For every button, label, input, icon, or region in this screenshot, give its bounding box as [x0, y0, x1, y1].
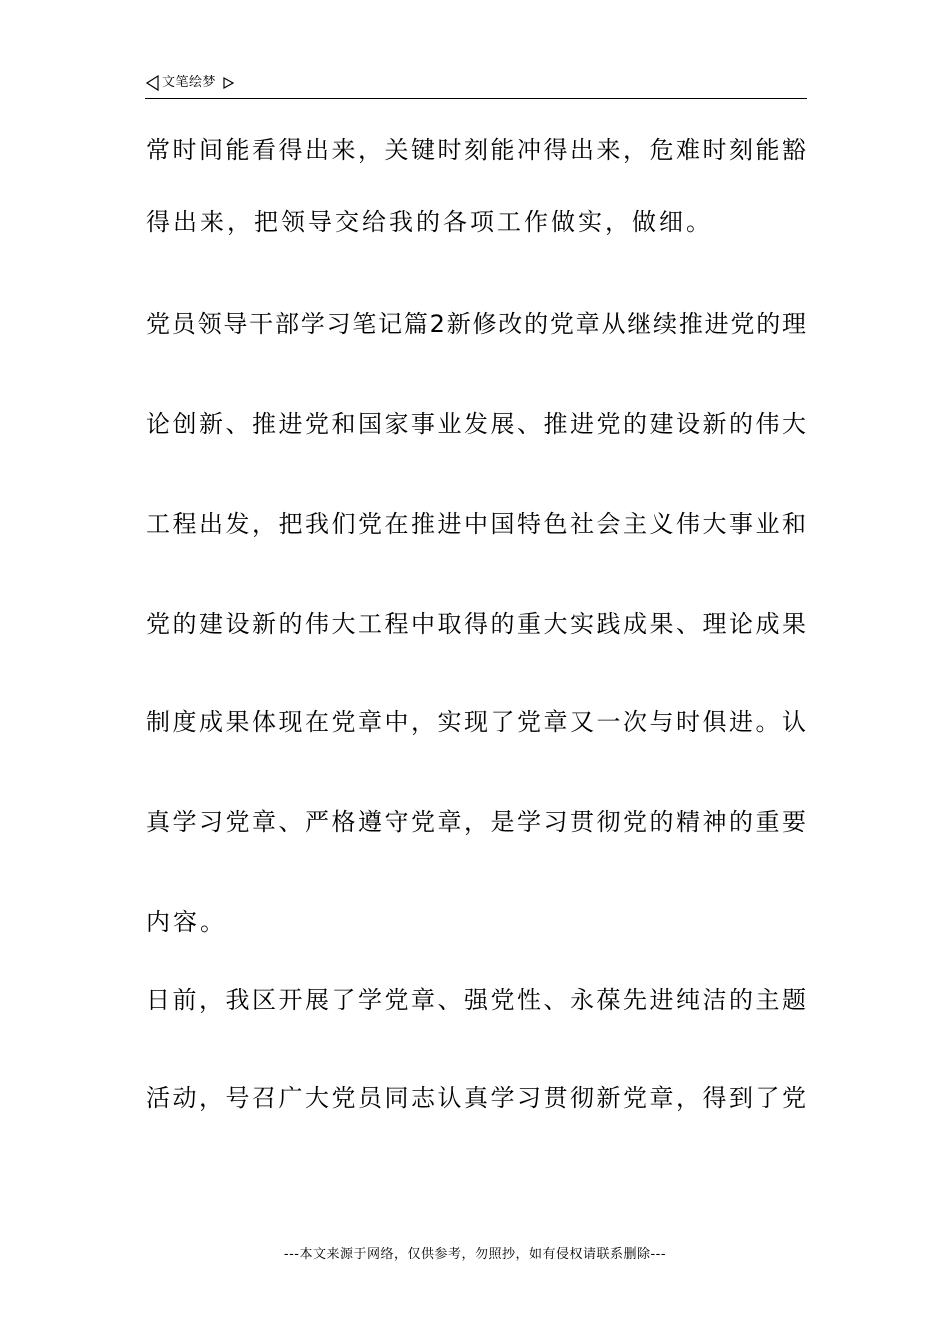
header-title: 文笔绘梦	[162, 75, 217, 90]
text-line-2: 得出来，把领导交给我的各项工作做实，做细。	[146, 208, 713, 236]
text-line-9: 内容。	[146, 908, 227, 936]
triangle-right-icon	[222, 74, 236, 92]
text-line-1: 常时间能看得出来，关键时刻能冲得出来，危难时刻能豁	[146, 136, 806, 164]
footer-notice: ---本文来源于网络，仅供参考，勿照抄，如有侵权请联系删除---	[283, 1247, 667, 1262]
text-line-7: 制度成果体现在党章中，实现了党章又一次与时俱进。认	[146, 708, 806, 736]
triangle-left-icon	[145, 74, 159, 92]
text-line-11: 活动，号召广大党员同志认真学习贯彻新党章，得到了党	[146, 1084, 806, 1112]
text-line-6: 党的建设新的伟大工程中取得的重大实践成果、理论成果	[146, 610, 806, 638]
page-header	[145, 74, 807, 99]
text-line-5: 工程出发，把我们党在推进中国特色社会主义伟大事业和	[146, 510, 806, 538]
header-title-group	[145, 74, 236, 92]
text-line-8: 真学习党章、严格遵守党章，是学习贯彻党的精神的重要	[146, 808, 806, 836]
text-line-4: 论创新、推进党和国家事业发展、推进党的建设新的伟大	[146, 410, 806, 438]
text-line-3: 党员领导干部学习笔记篇2新修改的党章从继续推进党的理	[146, 310, 806, 338]
text-line-10: 日前，我区开展了学党章、强党性、永葆先进纯洁的主题	[146, 986, 806, 1014]
